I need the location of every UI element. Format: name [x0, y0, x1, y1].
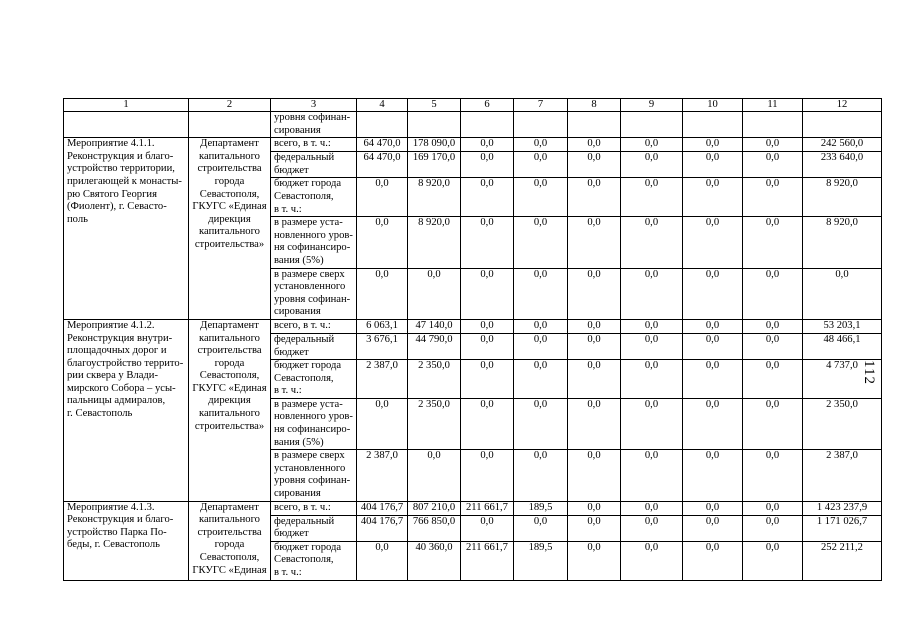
value-cell: 1 423 237,9 — [803, 501, 882, 515]
funding-source-label: бюджет города Севастополя, в т. ч.: — [271, 178, 357, 217]
value-cell: 0,0 — [568, 398, 621, 449]
value-cell: 0,0 — [743, 333, 803, 359]
value-cell: 0,0 — [683, 360, 743, 399]
value-cell: 64 470,0 — [357, 152, 408, 178]
value-cell: 0,0 — [568, 268, 621, 319]
value-cell: 0,0 — [514, 450, 568, 501]
measure-name: Мероприятие 4.1.3. Реконструкция и благо- устройство Парка По- беды, г. Севастополь — [64, 501, 189, 580]
funding-source-label: в размере уста- новленного уров- ня софинансиро- вания (5%) — [271, 398, 357, 449]
budget-table — [63, 98, 882, 581]
value-cell: 0,0 — [568, 217, 621, 268]
column-header: 3 — [271, 99, 357, 112]
value-cell: 0,0 — [568, 138, 621, 152]
value-cell: 0,0 — [743, 515, 803, 541]
executor-name: Департамент капитального строительства города Севастополя, ГКУГС «Единая дирекция капитального строительства» — [189, 319, 271, 501]
value-cell: 0,0 — [683, 501, 743, 515]
value-cell: 211 661,7 — [461, 501, 514, 515]
value-cell: 0,0 — [461, 152, 514, 178]
value-cell: 0,0 — [621, 515, 683, 541]
value-cell: 0,0 — [461, 138, 514, 152]
value-cell: 0,0 — [683, 178, 743, 217]
value-cell: 48 466,1 — [803, 333, 882, 359]
funding-source-label: всего, в т. ч.: — [271, 319, 357, 333]
value-cell: 44 790,0 — [408, 333, 461, 359]
value-cell: 3 676,1 — [357, 333, 408, 359]
funding-source-label: федеральный бюджет — [271, 515, 357, 541]
value-cell: 211 661,7 — [461, 541, 514, 580]
value-cell: 0,0 — [683, 333, 743, 359]
value-cell: 766 850,0 — [408, 515, 461, 541]
value-cell: 0,0 — [568, 319, 621, 333]
value-cell: 0,0 — [743, 501, 803, 515]
value-cell: 0,0 — [514, 217, 568, 268]
value-cell: 0,0 — [461, 178, 514, 217]
funding-source-label: уровня софинан- сирования — [271, 112, 357, 138]
value-cell: 178 090,0 — [408, 138, 461, 152]
table-row — [64, 319, 882, 333]
column-header: 1 — [64, 99, 189, 112]
column-header: 8 — [568, 99, 621, 112]
value-cell: 0,0 — [568, 360, 621, 399]
value-cell: 8 920,0 — [803, 178, 882, 217]
value-cell: 2 350,0 — [408, 360, 461, 399]
value-cell: 0,0 — [743, 268, 803, 319]
value-cell: 53 203,1 — [803, 319, 882, 333]
funding-source-label: бюджет города Севастополя, в т. ч.: — [271, 360, 357, 399]
funding-source-label: бюджет города Севастополя, в т. ч.: — [271, 541, 357, 580]
value-cell: 0,0 — [461, 333, 514, 359]
value-cell: 2 387,0 — [803, 450, 882, 501]
funding-source-label: в размере сверх установленного уровня софинан- сирования — [271, 450, 357, 501]
value-cell: 8 920,0 — [803, 217, 882, 268]
value-cell: 404 176,7 — [357, 501, 408, 515]
value-cell: 0,0 — [621, 152, 683, 178]
continuation-row — [64, 112, 882, 138]
value-cell: 0,0 — [461, 398, 514, 449]
value-cell: 0,0 — [357, 268, 408, 319]
value-cell: 0,0 — [621, 178, 683, 217]
value-cell: 0,0 — [357, 178, 408, 217]
value-cell: 0,0 — [683, 319, 743, 333]
value-cell: 0,0 — [461, 268, 514, 319]
value-cell: 0,0 — [357, 217, 408, 268]
value-cell: 252 211,2 — [803, 541, 882, 580]
value-cell: 0,0 — [568, 450, 621, 501]
value-cell: 2 387,0 — [357, 360, 408, 399]
value-cell: 0,0 — [408, 268, 461, 319]
value-cell: 189,5 — [514, 541, 568, 580]
value-cell: 0,0 — [743, 152, 803, 178]
column-number-row — [64, 99, 882, 112]
value-cell: 0,0 — [683, 398, 743, 449]
value-cell: 64 470,0 — [357, 138, 408, 152]
funding-source-label: в размере уста- новленного уров- ня софинансиро- вания (5%) — [271, 217, 357, 268]
column-header: 9 — [621, 99, 683, 112]
value-cell: 2 350,0 — [803, 398, 882, 449]
value-cell: 0,0 — [743, 217, 803, 268]
value-cell: 0,0 — [568, 178, 621, 217]
value-cell: 0,0 — [743, 138, 803, 152]
value-cell: 0,0 — [683, 152, 743, 178]
value-cell: 0,0 — [408, 450, 461, 501]
value-cell: 242 560,0 — [803, 138, 882, 152]
value-cell: 0,0 — [461, 217, 514, 268]
value-cell: 8 920,0 — [408, 178, 461, 217]
column-header: 10 — [683, 99, 743, 112]
value-cell: 0,0 — [743, 360, 803, 399]
value-cell: 0,0 — [621, 450, 683, 501]
value-cell: 0,0 — [514, 360, 568, 399]
page-number: 112 — [861, 360, 877, 385]
value-cell: 0,0 — [683, 217, 743, 268]
value-cell: 0,0 — [621, 268, 683, 319]
table-row — [64, 501, 882, 515]
value-cell: 0,0 — [461, 360, 514, 399]
value-cell: 0,0 — [514, 319, 568, 333]
value-cell: 0,0 — [568, 541, 621, 580]
column-header: 4 — [357, 99, 408, 112]
value-cell: 0,0 — [621, 360, 683, 399]
value-cell: 4 737,0 — [803, 360, 882, 399]
value-cell: 0,0 — [683, 138, 743, 152]
value-cell: 0,0 — [743, 319, 803, 333]
measure-name: Мероприятие 4.1.2. Реконструкция внутри- площадочных дорог и благоустройство террито- рии сквера у Влади- мирского Собора – усы- пальницы адмиралов, г. Севастополь — [64, 319, 189, 501]
column-header: 5 — [408, 99, 461, 112]
value-cell: 0,0 — [743, 541, 803, 580]
value-cell: 0,0 — [461, 450, 514, 501]
value-cell: 0,0 — [621, 541, 683, 580]
value-cell: 0,0 — [683, 268, 743, 319]
value-cell: 233 640,0 — [803, 152, 882, 178]
value-cell: 0,0 — [568, 152, 621, 178]
value-cell: 0,0 — [514, 333, 568, 359]
value-cell: 0,0 — [514, 178, 568, 217]
funding-source-label: федеральный бюджет — [271, 152, 357, 178]
value-cell: 0,0 — [621, 217, 683, 268]
executor-name: Департамент капитального строительства города Севастополя, ГКУГС «Единая — [189, 501, 271, 580]
funding-source-label: в размере сверх установленного уровня софинан- сирования — [271, 268, 357, 319]
value-cell: 0,0 — [514, 152, 568, 178]
value-cell: 0,0 — [568, 501, 621, 515]
value-cell: 404 176,7 — [357, 515, 408, 541]
column-header: 12 — [803, 99, 882, 112]
value-cell: 0,0 — [683, 541, 743, 580]
value-cell: 40 360,0 — [408, 541, 461, 580]
column-header: 6 — [461, 99, 514, 112]
value-cell: 0,0 — [461, 515, 514, 541]
funding-source-label: всего, в т. ч.: — [271, 138, 357, 152]
value-cell: 1 171 026,7 — [803, 515, 882, 541]
value-cell: 0,0 — [683, 450, 743, 501]
value-cell: 0,0 — [514, 398, 568, 449]
value-cell: 0,0 — [683, 515, 743, 541]
funding-source-label: всего, в т. ч.: — [271, 501, 357, 515]
value-cell: 0,0 — [568, 333, 621, 359]
value-cell: 0,0 — [621, 138, 683, 152]
value-cell: 0,0 — [621, 319, 683, 333]
value-cell: 0,0 — [743, 178, 803, 217]
column-header: 11 — [743, 99, 803, 112]
value-cell: 0,0 — [514, 138, 568, 152]
value-cell: 0,0 — [514, 268, 568, 319]
value-cell: 8 920,0 — [408, 217, 461, 268]
executor-name: Департамент капитального строительства города Севастополя, ГКУГС «Единая дирекция капитального строительства» — [189, 138, 271, 320]
value-cell: 47 140,0 — [408, 319, 461, 333]
value-cell: 0,0 — [743, 398, 803, 449]
value-cell: 0,0 — [621, 501, 683, 515]
value-cell: 2 387,0 — [357, 450, 408, 501]
table-row — [64, 138, 882, 152]
value-cell: 0,0 — [357, 541, 408, 580]
value-cell: 807 210,0 — [408, 501, 461, 515]
value-cell: 0,0 — [461, 319, 514, 333]
value-cell: 2 350,0 — [408, 398, 461, 449]
value-cell: 0,0 — [621, 398, 683, 449]
value-cell: 6 063,1 — [357, 319, 408, 333]
measure-name: Мероприятие 4.1.1. Реконструкция и благо- устройство территории, прилегающей к монасты- рю Святого Георгия (Фиолент), г. Севасто- поль — [64, 138, 189, 320]
value-cell: 189,5 — [514, 501, 568, 515]
value-cell: 0,0 — [621, 333, 683, 359]
column-header: 7 — [514, 99, 568, 112]
value-cell: 169 170,0 — [408, 152, 461, 178]
value-cell: 0,0 — [514, 515, 568, 541]
column-header: 2 — [189, 99, 271, 112]
funding-source-label: федеральный бюджет — [271, 333, 357, 359]
value-cell: 0,0 — [803, 268, 882, 319]
value-cell: 0,0 — [743, 450, 803, 501]
value-cell: 0,0 — [357, 398, 408, 449]
value-cell: 0,0 — [568, 515, 621, 541]
